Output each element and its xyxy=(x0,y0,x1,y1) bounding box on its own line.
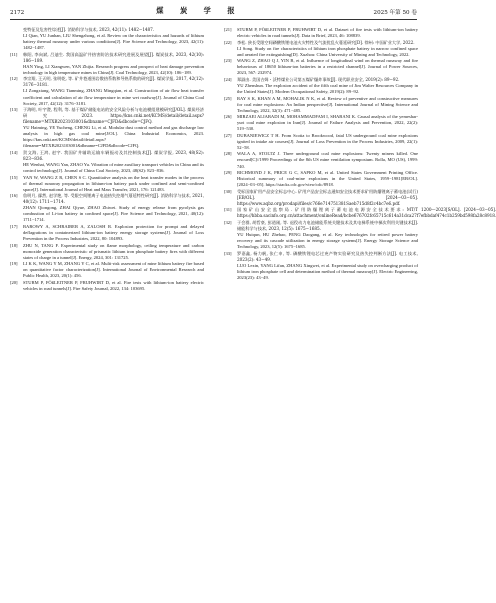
reference-english: YU Haiming, YE Yucheng, CHENG Li, et al. Modular dust control method and gas discharge law analysis in high gas coal mine[J/OL]. China Industrial Economics, 2023. https://kns.cnki.net/KCMS/detail/detail.aspx?filename=MTXB2023103001&dbname=CJFD&dbcode=CJFQ. xyxy=(23,125,204,149)
reference-item xyxy=(224,189,418,207)
reference-number: [22] xyxy=(224,39,232,45)
reference-number: [27] xyxy=(224,132,232,138)
reference-english: LI Song. Study on fire characteristics of lithium iron phosphate battery in narrow confined space and aerated fire extinguishing[D]. Xuzhou: China University of Mining and Technology, 2022. xyxy=(237,45,418,57)
reference-item xyxy=(10,280,204,292)
reference-text xyxy=(237,40,418,58)
reference-item xyxy=(10,175,204,193)
reference-item xyxy=(224,40,418,58)
reference-number: [20] xyxy=(10,279,18,285)
reference-text xyxy=(237,96,418,114)
reference-text xyxy=(23,280,204,292)
reference-english: YU Huiqun, HU Zhehao, PENG Daogang, et al. Key technologies for retired power battery recovery and its cascade utilization in energy storage systems[J]. Energy Storage Science and Technology, 2023, 12(5): 1675−1685. xyxy=(237,232,418,250)
reference-text xyxy=(237,114,418,132)
reference-number: [15] xyxy=(10,174,18,180)
reference-english: ZHU N, TANG F. Experimental study on flame morphology, ceiling temperature and carbon monoxide generation characteristic of prismatic lithium iron phosphate battery fires with different states of charge in a tunnel[J]. Energy, 2024, 301: 131725. xyxy=(23,242,204,260)
reference-english: RAY S K, KHAN A M, MOHALIK N K, et al. Review of preventive and constructive measures for coal mine explosions: An Indian perspective[J]. International Journal of Mining Science and Technology, 2022, 32(3): 471−485. xyxy=(237,95,418,113)
reference-number: [19] xyxy=(10,261,18,267)
reference-text xyxy=(237,58,418,76)
reference-number: [13] xyxy=(10,107,18,113)
reference-number: [25] xyxy=(224,95,232,101)
reference-item xyxy=(10,150,204,174)
reference-number: [33] xyxy=(224,250,232,256)
reference-number: [28] xyxy=(224,151,232,157)
reference-item xyxy=(224,58,418,76)
reference-text xyxy=(237,207,496,219)
reference-number: [16] xyxy=(10,193,18,199)
reference-english: HAN Ying, LI Xiangwen, YAN Zhijia. Research progress and prospect of heat damage prevention technology in high temperature mines in China[J]. Coal Technology, 2023, 42(10): 186−189. xyxy=(23,63,204,75)
reference-chinese: 李松. 狭长受限空间磷酸铁锂电池火灾特性及气流扰乱火蔓延研究[D]. 徐州: 中国矿业大学, 2022. xyxy=(237,39,415,45)
reference-item xyxy=(10,52,204,76)
reference-english: BAROWY A, SCHRAIBER A, ZALOSH R. Explosion protection for prompt and delayed deflagrations in containerized lithium-ion battery energy storage systems[J]. Journal of Loss Prevention in the Process Industries, 2022, 80: 104893. xyxy=(23,224,204,242)
references-body xyxy=(10,27,496,597)
reference-text xyxy=(23,193,204,223)
reference-item xyxy=(10,27,204,51)
reference-number: [23] xyxy=(224,58,232,64)
reference-number: [29] xyxy=(224,170,232,176)
reference-text xyxy=(23,243,204,261)
reference-number: [17] xyxy=(10,224,18,229)
right-column xyxy=(224,27,496,597)
reference-number: [21] xyxy=(224,27,232,32)
reference-item xyxy=(224,220,418,250)
reference-number: [32] xyxy=(224,219,232,225)
reference-number: [30] xyxy=(224,188,232,194)
reference-english: WANG Z, ZHAO Q J, YIN B, et al. Influence of longitudinal wind on thermal runaway and fire behaviours of 18650 lithium-ion batteries in a restricted channel[J]. Journal of Power Sources, 2023, 567: 232974. xyxy=(237,58,418,76)
reference-text xyxy=(237,151,418,169)
reference-item xyxy=(224,77,418,95)
reference-english: HE Wenhai, WANG Yan, ZHAO Yu. Vibration of mine auxiliary transport vehicles in China and its control technology[J]. Journal of China Coal Society, 2023, 48(S2): 823−836. xyxy=(23,162,204,174)
reference-text xyxy=(237,77,418,95)
reference-english: YAN W, WANG Z R, CHEN S C. Quantitative analysis on the heat transfer modes in the process of thermal runaway propagation in lithium-ion battery pack under confined and semi-confined space[J]. International Journal of Heat and Mass Transfer, 2021, 176: 121483. xyxy=(23,174,204,192)
reference-item xyxy=(224,251,418,281)
reference-text xyxy=(237,27,418,39)
reference-chinese: 国家矿山安全监察局. 矿用防爆锂离子蓄电池电源安全技术要求: MT/T 1200—2023[S/OL]. [2024−03−05]. https://hbba.sacinfo.org.cn/attachment/onlineRead/bcbe676702fc65715c614a31dca27f7efbbdaf474c1b259bd598fa28c8918. xyxy=(237,207,496,219)
reference-chinese: 李宗翔, 王天明, 张明乾, 等. 矿井巷道围岩散热系数和导热系数的研究[J]. 煤炭学报, 2017, 42(12): 3176−3181. xyxy=(23,76,204,88)
reference-english: LI Zongxiang, WANG Tianming, ZHANG Mingqian, et al. Construction of air flow heat transfer coefficient and calculation of air flow temperature in mine wet roadway[J]. Journal of China Coal Society, 2017, 42(12): 3176−3181. xyxy=(23,88,204,106)
page-number: 2172 xyxy=(10,10,25,16)
reference-chinese: 罗嘉鑫, 杨力帆, 张仁申, 等. 磷酸铁锂电芯过充产物实验研究及热失控判断方法[J]. 电工技术, 2023(2): 43−49. xyxy=(237,250,418,262)
reference-text xyxy=(23,224,204,242)
reference-english: LI K K, WANG Y M, ZHANG Y C, et al. Multi-risk assessment of mine lithium battery fire based on quantitative factor characterization[J]. International Journal of Environmental Research and Public Health, 2023, 20(1): 456. xyxy=(23,261,204,279)
reference-english: RICHMOND J K, PRICE G C, SAPKO M, et al. United States Government Printing Office. Historical summary of coal-mine explosions in the United States, 1959−1981[EB/OL]. [2024−03−05]. https://stacks.cdc.gov/view/cdc/8918. xyxy=(237,170,418,188)
journal-issue: 2025 年第 50 卷 xyxy=(373,10,417,16)
reference-text xyxy=(237,251,418,281)
reference-chinese: 于会群, 胡哲豪, 彭道刚, 等. 退役动力电池储能系统关键技术及其电梯系统中梯次利用关键技术[J]. 储能科学与技术, 2023, 12(5): 1675−1685. xyxy=(237,219,418,231)
reference-item xyxy=(10,76,204,106)
page-header xyxy=(10,0,417,20)
reference-text xyxy=(23,52,204,76)
reference-number: [14] xyxy=(10,149,18,155)
reference-text xyxy=(237,220,418,250)
reference-number: [11] xyxy=(10,51,18,57)
reference-item xyxy=(224,96,418,114)
reference-text xyxy=(23,76,204,106)
journal-title: 煤 炭 学 报 xyxy=(156,6,242,15)
reference-number: [31] xyxy=(224,207,232,213)
reference-english: ZHAN Qiongong, ZHAI Qiyue, ZHAO Zhiwei. Study of energy release from pyrolysis gas combustion of Li-ion battery in confined space[J]. Fire Science and Technology, 2021, 40(12): 1711−1714. xyxy=(23,205,204,223)
reference-item xyxy=(224,133,418,151)
reference-english: WALA A, STOLTZ J. Three underground coal mine explosions: Twenty miners killed. One rescued[C]//1999 Proceedings of the 8th US mine ventilation symposium. Rolla, MO (US), 1999: 740. xyxy=(237,151,418,169)
reference-item xyxy=(10,224,204,242)
reference-item xyxy=(224,27,418,39)
reference-chinese: 郑淑由. 美国吉姆・沃特煤业公司第五煤矿爆炸事故[J]. 现代职业安全, 2019(2): 89−92. xyxy=(237,76,400,82)
reference-text xyxy=(237,189,418,207)
reference-text xyxy=(10,27,204,51)
reference-english: LI Qian, YU Junhan, LIU Shengzhong, et al. Review on the characteristics and hazards of lithium battery thermal runaway under various conditions[J]. Fire Science and Technology, 2023, 42(11): 1482−1487. xyxy=(23,33,204,51)
reference-english: STURM P, FÖßLEITNER P, FRUHWIRT D, et al. Fire tests with lithium-ion battery electric vehicles in road tunnels[J]. Fire Safety Journal, 2022, 134: 103695. xyxy=(23,279,204,291)
reference-english: MIRZAEI ALIABADI M, MOHAMMADFAM I, SHABANI K. Causal analysis of the yemeshar-yurt coal mine explosion in Iran[J]. Journal of Failure Analysis and Prevention, 2022, 22(2): 519−530. xyxy=(237,114,418,132)
reference-chinese: 于海明, 叶宇澄, 程利, 等. 基于煤矿储能电站的安全风险分析与电池模组建模研究[J/OL]. 煤炭经济研究. 2023. https://kns.cnki.net/KCMS/detail/detail.aspx?filename=MTXB2023103001&dbname=CJFD&dbcode=CJFQ. xyxy=(23,107,204,125)
reference-text xyxy=(23,261,204,279)
reference-text xyxy=(23,175,204,193)
reference-number: [12] xyxy=(10,76,18,82)
reference-text xyxy=(237,170,418,188)
reference-text xyxy=(237,133,418,151)
reference-english: YU Zhenshun. The explosion accident of the fifth coal mine of Jim Walter Resources Company in the United States[J]. Modern Occupational Safety, 2019(2): 89−92. xyxy=(237,82,418,94)
reference-number: [24] xyxy=(224,76,232,82)
reference-chinese: 受标国家矿用产品安全标志中心. 矿用产品安全标志通知安全技术要求矿用防爆锂离子蓄电池(试行)[EB/OL]. [2024−03−05]. https://www.aqbz.org/prodapi/files/c766e714751381Saeb715d8f2c4bc7e6.pdf. xyxy=(237,188,418,206)
left-column xyxy=(10,27,204,597)
reference-chinese: 韩阳, 李向斌, 吕迪生. 我国高温矿井热害防治技术研究进展及展望[J]. 煤炭技术, 2023, 42(10): 186−189. xyxy=(23,51,204,63)
reference-item xyxy=(10,107,204,149)
reference-item xyxy=(10,193,204,223)
reference-item xyxy=(10,261,204,279)
reference-chinese: 贺文海, 王鸿, 赵宇. 我国矿井辅助运输车辆振动及其控制技术[J]. 煤炭学报, 2023, 48(S2): 823−836. xyxy=(23,149,204,161)
reference-english: DUBANIEWICZ T H. From Scotia to Brookwood, fatal US underground coal mine explosions ignited in intake air courses[J]. Journal of Loss Prevention in the Process Industries, 2009, 22(1): 52−58. xyxy=(237,132,418,150)
reference-number: [18] xyxy=(10,242,18,248)
reference-item xyxy=(224,151,418,169)
reference-item xyxy=(224,170,418,188)
reference-english: LUO Lexin, YANG Lifan, ZHANG Xingwei, et al. Experimental study on overcharging product of lithium iron phosphate cell and determination method of thermal runaway[J]. Electric Engineering, 2023(23): 43−49. xyxy=(237,262,418,280)
reference-item xyxy=(224,207,496,219)
reference-text xyxy=(23,107,204,149)
reference-number: [26] xyxy=(224,114,232,120)
reference-chinese: 詹明月, 鄢然, 赵学艳, 等. 受限空间锂离子电池热失控烟气蔓延特性研究[J]. 消防科学与技术, 2021, 40(12): 1711−1714. xyxy=(23,193,204,205)
reference-item xyxy=(224,114,418,132)
reference-text xyxy=(23,150,204,174)
reference-item xyxy=(10,243,204,261)
reference-chinese: 变特征及危害性综述[J]. 消防科学与技术, 2023, 42(11): 1482−1487. xyxy=(23,27,155,32)
reference-english: STURM P, FÖßLEITNER P, FRUHWIRT D, et al. Dataset of fire tests with lithium-ion battery electric vehicles in road tunnels[J]. Data in Brief, 2023, 46: 108839. xyxy=(237,27,418,39)
